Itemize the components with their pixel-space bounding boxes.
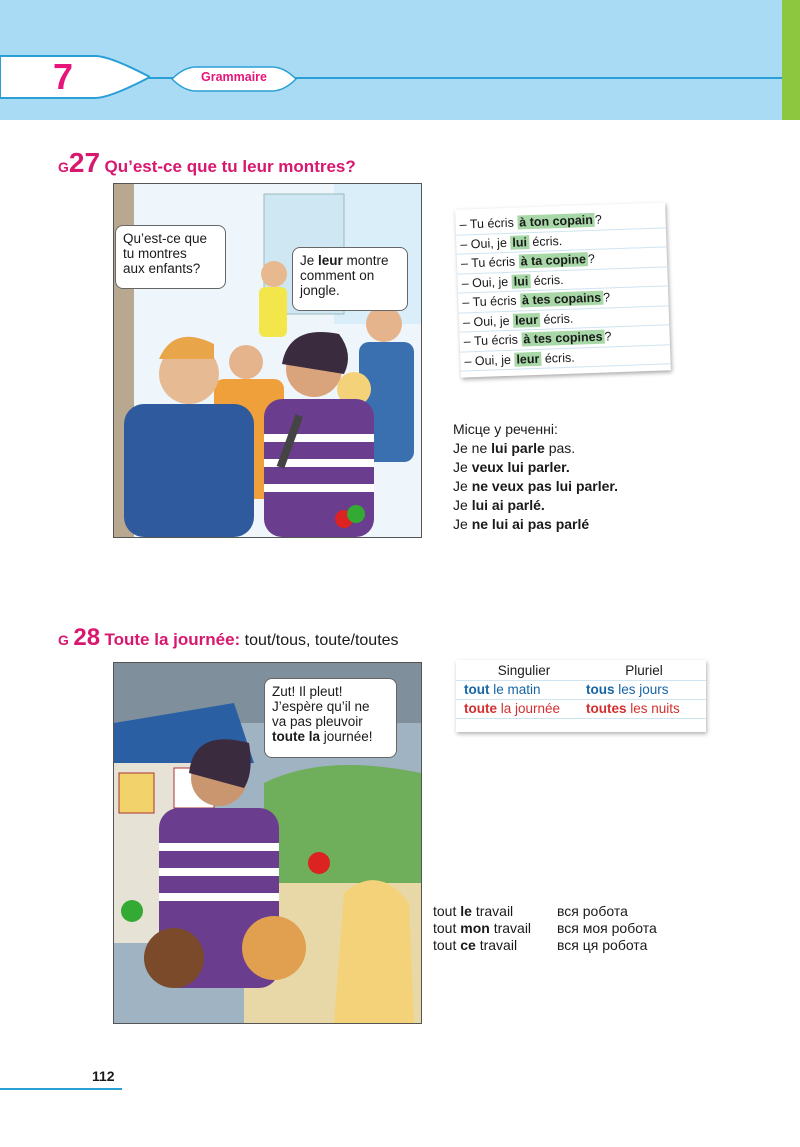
section-label: Grammaire bbox=[200, 70, 267, 84]
tout-bold: mon bbox=[460, 920, 490, 936]
tout-uk: вся моя робота bbox=[557, 920, 657, 936]
table-cell-bold: tout bbox=[464, 682, 490, 697]
g27-heading bbox=[58, 147, 356, 179]
position-bold: ne lui ai pas parlé bbox=[471, 516, 590, 532]
note-highlight: à tes copines bbox=[523, 329, 603, 347]
tout-bold: ce bbox=[460, 937, 476, 953]
note-text: écris. bbox=[541, 350, 575, 366]
note-highlight: à ton copain bbox=[519, 212, 594, 230]
note-text: écris. bbox=[528, 233, 563, 249]
g28-comic-illustration bbox=[113, 662, 422, 1024]
table-header: Singulier bbox=[497, 663, 551, 678]
tout-text: travail bbox=[475, 937, 518, 953]
bubble-left-line: aux enfants? bbox=[123, 261, 201, 276]
tout-text: tout bbox=[433, 903, 461, 919]
position-text: Je bbox=[453, 478, 472, 494]
bubble-left-line: tu montres bbox=[123, 246, 187, 261]
table-cell-text: le matin bbox=[489, 682, 541, 697]
position-bold: lui ai parlé. bbox=[471, 497, 545, 513]
table-row bbox=[456, 681, 706, 700]
tout-text: travail bbox=[489, 920, 532, 936]
position-rules bbox=[453, 420, 733, 534]
note-highlight: à ta copine bbox=[520, 252, 587, 269]
table-cell-text: la journée bbox=[497, 701, 561, 716]
note-text: ? bbox=[602, 290, 611, 305]
position-line bbox=[453, 496, 733, 515]
table-header-row bbox=[456, 662, 706, 681]
tout-uk: вся ця робота bbox=[557, 937, 648, 953]
g28-number: 28 bbox=[73, 624, 101, 651]
position-line bbox=[453, 439, 733, 458]
singular-plural-table bbox=[456, 660, 706, 732]
bubble-line bbox=[272, 729, 389, 744]
table-cell bbox=[586, 681, 702, 699]
note-text: écris. bbox=[530, 272, 564, 288]
note-text: ? bbox=[587, 251, 596, 267]
bubble-line: va pas pleuvoir bbox=[272, 714, 363, 729]
note-highlight: lui bbox=[513, 273, 529, 289]
note-highlight: lui bbox=[512, 234, 528, 250]
position-line bbox=[453, 458, 733, 477]
table-cell-text: les nuits bbox=[626, 701, 680, 716]
table-cell bbox=[586, 700, 702, 718]
bubble-rest: journée! bbox=[320, 729, 373, 744]
tout-fr bbox=[433, 937, 517, 954]
note-highlight: à tes copains bbox=[521, 290, 602, 308]
bubble-right-pre: Je bbox=[300, 253, 319, 268]
g27-comic-illustration bbox=[113, 183, 422, 538]
speech-bubble-right bbox=[292, 247, 408, 311]
bubble-right-bold: leur bbox=[318, 253, 343, 268]
example-note-card bbox=[455, 202, 671, 377]
note-text: ? bbox=[594, 212, 603, 227]
speech-bubble-rain bbox=[264, 678, 397, 758]
position-line bbox=[453, 477, 733, 496]
chapter-number: 7 bbox=[52, 56, 74, 97]
bubble-right-post: montre bbox=[342, 253, 389, 268]
g27-number: 27 bbox=[68, 147, 101, 178]
position-text: Je bbox=[453, 459, 472, 475]
note-text: – Tu écris bbox=[462, 293, 521, 310]
footer-rule bbox=[0, 1088, 122, 1090]
note-highlight: leur bbox=[514, 312, 539, 328]
note-text: – Tu écris bbox=[459, 215, 518, 232]
position-bold: ne veux pas lui parler. bbox=[471, 478, 618, 494]
tout-text: tout bbox=[433, 937, 461, 953]
tout-text: travail bbox=[471, 903, 514, 919]
bubble-right-line: jongle. bbox=[300, 283, 340, 298]
tout-text: tout bbox=[433, 920, 461, 936]
g27-title: Qu’est-ce que tu leur montres? bbox=[104, 157, 356, 176]
g28-heading bbox=[58, 624, 399, 652]
position-bold: veux lui parler. bbox=[471, 459, 570, 475]
g28-title: Toute la journée: bbox=[104, 630, 241, 649]
tout-fr bbox=[433, 920, 531, 937]
g28-subtitle: tout/tous, toute/toutes bbox=[244, 632, 399, 649]
tout-bold: le bbox=[460, 903, 472, 919]
bubble-right-line: comment on bbox=[300, 268, 375, 283]
g28-g-letter: G bbox=[58, 632, 69, 648]
header-accent-strip bbox=[782, 0, 800, 120]
bubble-right-line bbox=[300, 253, 400, 268]
note-text: – Oui, je bbox=[461, 274, 512, 291]
note-text: – Tu écris bbox=[463, 332, 522, 349]
table-cell-text: les jours bbox=[614, 682, 669, 697]
tout-line bbox=[433, 903, 733, 920]
table-header: Pluriel bbox=[625, 663, 663, 678]
bubble-left-line: Qu’est-ce que bbox=[123, 231, 208, 246]
position-text: pas. bbox=[544, 440, 576, 456]
position-line bbox=[453, 515, 733, 534]
position-title: Місце у реченні: bbox=[453, 421, 558, 437]
bubble-bold: toute la bbox=[272, 729, 321, 744]
tout-fr bbox=[433, 903, 513, 920]
table-cell bbox=[464, 681, 584, 699]
position-text: Je bbox=[453, 516, 472, 532]
table-cell-bold: toute bbox=[464, 701, 497, 716]
g27-g-letter: G bbox=[58, 159, 69, 175]
tout-examples bbox=[433, 903, 733, 954]
page-number: 112 bbox=[92, 1068, 115, 1084]
bubble-line: J’espère qu’il ne bbox=[272, 699, 370, 714]
note-text: – Oui, je bbox=[464, 352, 515, 368]
bubble-line: Zut! Il pleut! bbox=[272, 684, 343, 699]
position-text: Je ne bbox=[453, 440, 492, 456]
note-text: – Oui, je bbox=[460, 235, 511, 252]
tout-uk: вся робота bbox=[557, 903, 628, 919]
tout-line bbox=[433, 937, 733, 954]
table-cell bbox=[464, 700, 584, 718]
note-highlight: leur bbox=[516, 351, 540, 367]
position-bold: lui parle bbox=[491, 440, 545, 456]
note-text: écris. bbox=[539, 311, 574, 327]
note-text: ? bbox=[604, 329, 612, 344]
speech-bubble-left bbox=[115, 225, 226, 289]
position-text: Je bbox=[453, 497, 472, 513]
table-row bbox=[456, 700, 706, 719]
tout-line bbox=[433, 920, 733, 937]
table-cell-bold: tous bbox=[586, 682, 615, 697]
note-text: – Tu écris bbox=[460, 254, 519, 271]
table-cell-bold: toutes bbox=[586, 701, 627, 716]
note-text: – Oui, je bbox=[462, 313, 514, 330]
